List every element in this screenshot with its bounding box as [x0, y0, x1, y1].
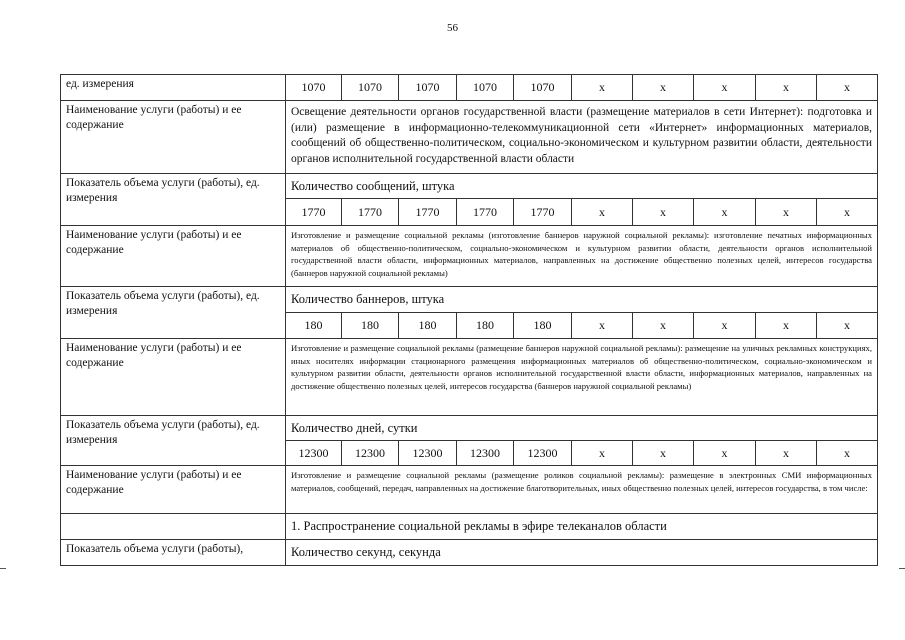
value-cell: 12300 [399, 441, 457, 466]
value-cell: х [694, 313, 756, 339]
value-cell: 180 [514, 313, 572, 339]
table-row [61, 287, 878, 313]
row-label: Наименование услуги (работы) и ее содержание [61, 466, 286, 514]
value-cell: х [694, 441, 756, 466]
margin-mark [899, 568, 905, 569]
value-cell: 180 [457, 313, 514, 339]
value-cell: х [817, 199, 878, 226]
service-description: Изготовление и размещение социальной рекламы (размещение роликов социальной рекламы): размещение в электронных СМИ информационных материалов, сообщений, передач, направленных на достижение благотворительных, иных общественно полезных целей, интересов государства, в том числе: [286, 466, 878, 514]
row-label: Показатель объема услуги (работы), ед. измерения [61, 287, 286, 339]
unit-cell: Количество баннеров, штука [286, 287, 878, 313]
value-cell: х [572, 441, 633, 466]
value-cell: 12300 [514, 441, 572, 466]
value-cell: 1770 [457, 199, 514, 226]
unit-cell: Количество секунд, секунда [286, 540, 878, 566]
value-cell: х [756, 199, 817, 226]
value-cell: х [633, 441, 694, 466]
value-cell: х [756, 313, 817, 339]
services-table [60, 74, 878, 566]
table-row [61, 75, 878, 101]
value-cell: 1070 [399, 75, 457, 101]
table-row [61, 339, 878, 416]
row-label [61, 514, 286, 540]
value-cell: х [633, 199, 694, 226]
value-cell: х [633, 313, 694, 339]
value-cell: 1070 [286, 75, 342, 101]
value-cell: 180 [399, 313, 457, 339]
value-cell: 1070 [342, 75, 399, 101]
row-label: ед. измерения [61, 75, 286, 101]
service-description: Изготовление и размещение социальной рекламы (размещение баннеров наружной социальной рекламы): размещение на уличных рекламных конструкциях, иных носителях информации стационарного размещения информационных материалов об общественно-политическом, социально-экономическом и культурном развитии области, деятельности органов исполнительной государственной власти области, информационных материалов, направленных на достижение общественно полезных целей, интересов государства (баннеров наружной социальной рекламы) [286, 339, 878, 416]
value-cell: х [817, 75, 878, 101]
value-cell: 180 [342, 313, 399, 339]
value-cell: х [572, 313, 633, 339]
value-cell: х [694, 199, 756, 226]
page-number: 56 [447, 22, 458, 34]
value-cell: 1070 [457, 75, 514, 101]
row-label: Наименование услуги (работы) и ее содержание [61, 339, 286, 416]
row-label: Показатель объема услуги (работы), ед. измерения [61, 416, 286, 466]
value-cell: х [817, 441, 878, 466]
table-row [61, 174, 878, 199]
value-cell: 1770 [342, 199, 399, 226]
table-row [61, 514, 878, 540]
value-cell: 1770 [399, 199, 457, 226]
value-cell: х [756, 75, 817, 101]
table-row [61, 466, 878, 514]
margin-mark [0, 568, 6, 569]
unit-cell: Количество дней, сутки [286, 416, 878, 441]
value-cell: 12300 [342, 441, 399, 466]
value-cell: 12300 [286, 441, 342, 466]
value-cell: х [572, 199, 633, 226]
value-cell: х [817, 313, 878, 339]
value-cell: х [756, 441, 817, 466]
value-cell: 1770 [286, 199, 342, 226]
row-label: Наименование услуги (работы) и ее содержание [61, 101, 286, 174]
value-cell: 1770 [514, 199, 572, 226]
table-row [61, 540, 878, 566]
sub-item: 1. Распространение социальной рекламы в эфире телеканалов области [286, 514, 878, 540]
row-label: Показатель объема услуги (работы), ед. измерения [61, 174, 286, 226]
value-cell: 180 [286, 313, 342, 339]
value-cell: х [572, 75, 633, 101]
row-label: Показатель объема услуги (работы), [61, 540, 286, 566]
row-label: Наименование услуги (работы) и ее содержание [61, 226, 286, 287]
value-cell: х [633, 75, 694, 101]
unit-cell: Количество сообщений, штука [286, 174, 878, 199]
table-row [61, 416, 878, 441]
service-description: Освещение деятельности органов государственной власти (размещение материалов в сети Интернет): подготовка и (или) размещение в информационно-телекоммуникационной сети «Интернет» информационных материалов, сообщений об общественно-политическом, социально-экономическом и культурном развитии области, деятельности органов исполнительной государственной власти области [286, 101, 878, 174]
value-cell: х [694, 75, 756, 101]
value-cell: 1070 [514, 75, 572, 101]
service-description: Изготовление и размещение социальной рекламы (изготовление баннеров наружной социальной рекламы): изготовление печатных информационных материалов об общественно-политическом, социально-экономическом и культурном развитии области, деятельности органов исполнительной государственной власти области, информационных материалов, направленных на достижение общественно полезных целей, интересов государства (баннеров наружной социальной рекламы) [286, 226, 878, 287]
table-row [61, 101, 878, 174]
value-cell: 12300 [457, 441, 514, 466]
table-row [61, 226, 878, 287]
